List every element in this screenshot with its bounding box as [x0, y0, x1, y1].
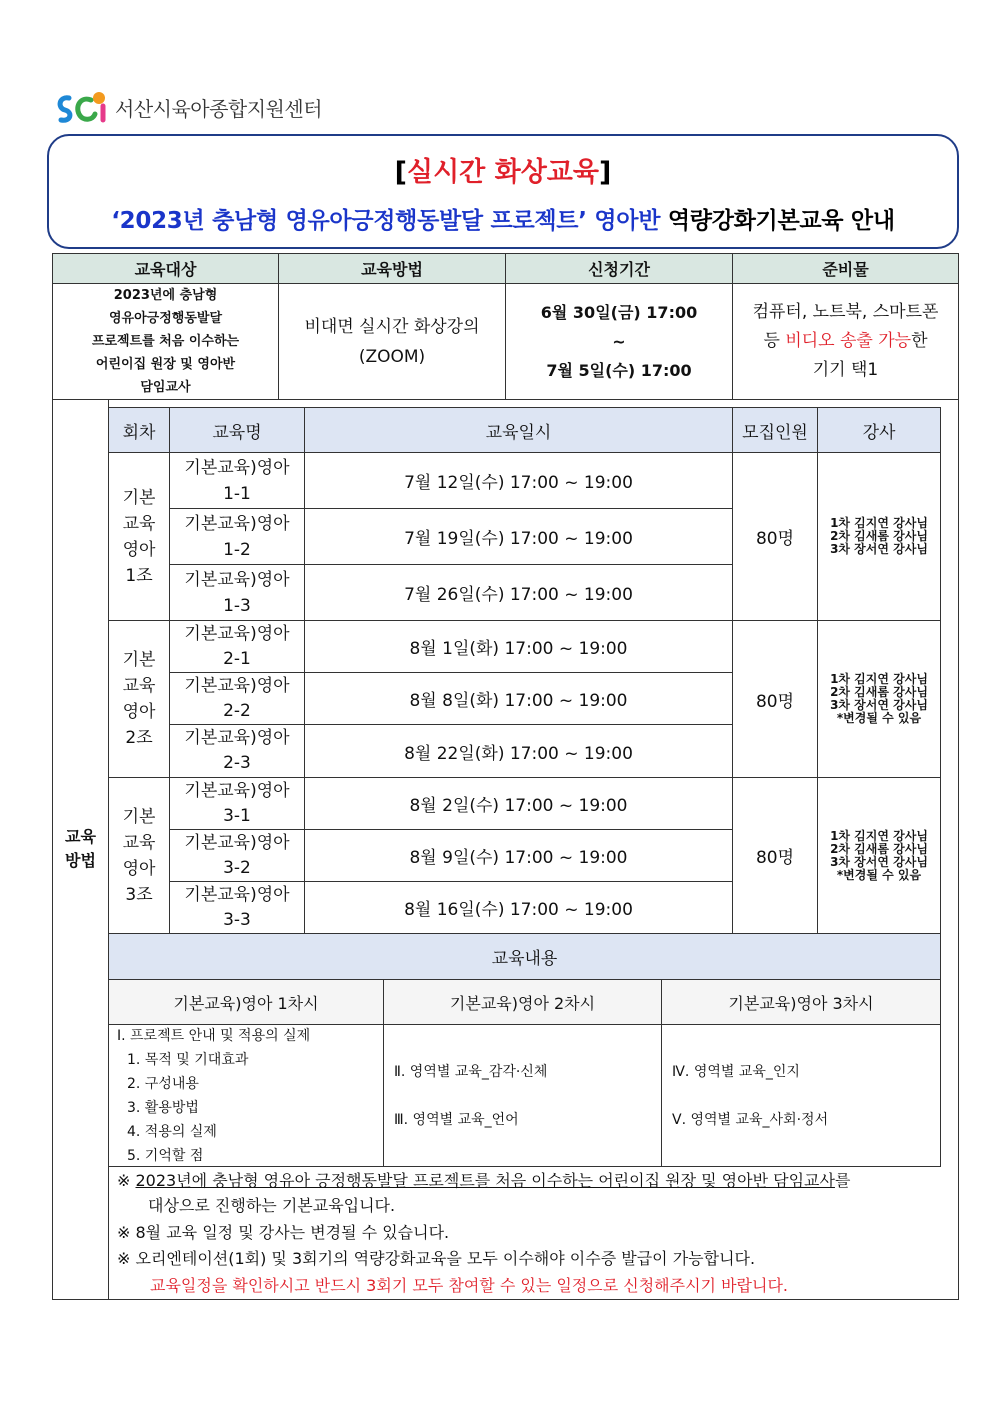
group-2-label: [108, 620, 170, 778]
note-1-tail: 를: [834, 1171, 851, 1190]
group-label-line: 기본: [122, 806, 156, 827]
session-name-line: 3-1: [223, 805, 251, 826]
instructor-line: 3차 장서연 강사님: [830, 542, 928, 556]
content-item: Ⅲ. 영역별 교육_언어: [394, 1111, 519, 1128]
group-1-label: [108, 452, 170, 621]
group-label-line: 영아: [122, 702, 156, 722]
session-name-line: 2-1: [223, 648, 251, 669]
instructor-line: 1차 김지연 강사님: [830, 828, 928, 843]
supplies-line: 기기 택1: [812, 360, 879, 380]
col-capacity: 모집인원: [732, 407, 818, 453]
title-line2: [49, 202, 957, 235]
group-1-instructors: [817, 452, 941, 621]
method-line: 비대면 실시간 화상강의: [304, 316, 480, 337]
group-2-instructors: [817, 620, 941, 778]
col-round: 회차: [108, 407, 170, 453]
group-label-line: 교육: [122, 513, 156, 534]
group-label-line: 3조: [125, 884, 153, 905]
content-item: Ⅱ. 영역별 교육_감각·신체: [394, 1063, 548, 1080]
session-3-2-name: [169, 829, 305, 882]
session-3-3-date: 8월 16일(수) 17:00 ~ 19:00: [304, 881, 733, 934]
group-label-line: 2조: [125, 728, 153, 748]
group-label-line: 1조: [125, 565, 153, 586]
group-label-line: 기본: [122, 650, 156, 670]
content-col-1: [108, 1024, 384, 1167]
session-1-2-name: [169, 508, 305, 565]
supplies-line: [763, 327, 927, 356]
note-3: ※ 오리엔테이션(1회) 및 3회기의 역량강화교육을 모두 이수해야 이수증 발급이 가능합니다.: [117, 1249, 756, 1268]
method-label-line: 교육: [65, 827, 96, 846]
instructor-line: 3차 장서연 강사님: [830, 698, 928, 712]
group-label-line: 영아: [122, 858, 156, 879]
session-name-line: 1-1: [223, 483, 251, 504]
session-name-line: 1-3: [223, 595, 251, 616]
supplies-post: 한: [911, 331, 928, 351]
group-label-line: 교육: [122, 832, 156, 853]
content-item: Ⅴ. 영역별 교육_사회·정서: [672, 1111, 829, 1128]
session-name-line: 기본교육)영아: [184, 457, 290, 478]
period-sep: ~: [612, 332, 626, 351]
supplies-line: 컴퓨터, 노트북, 스마트폰: [752, 302, 939, 322]
target-line: 어린이집 원장 및 영아반: [95, 357, 236, 372]
session-3-1-name: [169, 777, 305, 830]
target-line: 담임교사: [140, 380, 191, 395]
session-3-1-date: 8월 2일(수) 17:00 ~ 19:00: [304, 777, 733, 830]
bracket-open: [: [394, 157, 407, 188]
col-course: 교육명: [169, 407, 305, 453]
content-col-3: [661, 1024, 941, 1167]
session-name-line: 기본교육)영아: [184, 728, 290, 748]
session-name-line: 기본교육)영아: [184, 513, 290, 534]
note-2: ※ 8월 교육 일정 및 강사는 변경될 수 있습니다.: [117, 1223, 450, 1242]
content-header-2: 기본교육)영아 2차시: [383, 979, 662, 1025]
session-1-3-date: 7월 26일(수) 17:00 ~ 19:00: [304, 564, 733, 621]
session-1-1-name: [169, 452, 305, 509]
method-label: [52, 399, 109, 1300]
method-cell: [278, 283, 506, 400]
session-name-line: 기본교육)영아: [184, 569, 290, 590]
session-1-2-date: 7월 19일(수) 17:00 ~ 19:00: [304, 508, 733, 565]
instructor-line: 2차 김새롬 강사님: [830, 841, 928, 856]
note-1-cont: 대상으로 진행하는 기본교육입니다.: [148, 1196, 396, 1215]
title-line1: [49, 150, 957, 189]
center-logo: [55, 88, 322, 126]
note-4: 교육일정을 확인하시고 반드시 3회기 모두 참여할 수 있는 일정으로 신청해주시기 바랍니다.: [150, 1276, 788, 1295]
project-name: ‘2023년 충남형 영유아긍정행동발달 프로젝트’ 영아반: [111, 208, 661, 234]
group-3-capacity: 80명: [732, 777, 818, 934]
group-3-instructors: [817, 777, 941, 934]
session-2-3-name: [169, 724, 305, 778]
content-title: 교육내용: [108, 933, 941, 980]
content-item: 3. 활용방법: [127, 1099, 199, 1116]
note-1-underlined: 2023년에 충남형 영유아 긍정행동발달 프로젝트를 처음 이수하는 어린이집 원장 및 영아반 담임교사: [135, 1171, 835, 1190]
note-1: [117, 1168, 850, 1193]
session-1-3-name: [169, 564, 305, 621]
content-item: Ⅳ. 영역별 교육_인지: [672, 1063, 800, 1080]
instructor-line: 1차 김지연 강사님: [830, 672, 928, 686]
method-label-line: 방법: [65, 851, 96, 870]
session-name-line: 기본교육)영아: [184, 623, 290, 644]
logo-text: 서산시육아종합지원센터: [115, 96, 323, 121]
note-mark: ※: [117, 1171, 136, 1190]
header-period: 신청기간: [505, 253, 733, 284]
content-item: Ⅰ. 프로젝트 안내 및 적용의 실제: [117, 1027, 311, 1044]
supplies-cell: [732, 283, 959, 400]
sci-logo-icon: [55, 88, 111, 126]
method-line: (ZOOM): [358, 346, 426, 367]
instructor-line: 2차 김새롬 강사님: [830, 685, 928, 699]
session-2-3-date: 8월 22일(화) 17:00 ~ 19:00: [304, 724, 733, 778]
content-item: 1. 목적 및 기대효과: [127, 1051, 249, 1068]
session-2-2-name: [169, 672, 305, 725]
session-name-line: 3-2: [223, 857, 251, 878]
title-highlight: 실시간 화상교육: [407, 157, 599, 188]
target-line: 2023년에 충남형: [113, 288, 218, 303]
instructor-line: 2차 김새롬 강사님: [830, 529, 928, 543]
content-header-3: 기본교육)영아 3차시: [661, 979, 941, 1025]
col-datetime: 교육일시: [304, 407, 733, 453]
target-line: 프로젝트를 처음 이수하는: [91, 334, 240, 349]
header-supplies: 준비물: [732, 253, 959, 284]
content-header-1: 기본교육)영아 1차시: [108, 979, 384, 1025]
content-item: 2. 구성내용: [127, 1075, 199, 1092]
group-label-line: 교육: [122, 676, 156, 696]
session-1-1-date: 7월 12일(수) 17:00 ~ 19:00: [304, 452, 733, 509]
group-2-capacity: 80명: [732, 620, 818, 778]
instructor-note: *변경될 수 있음: [836, 867, 922, 882]
session-name-line: 2-3: [223, 753, 251, 773]
session-name-line: 기본교육)영아: [184, 780, 290, 801]
bracket-close: ]: [598, 157, 612, 188]
session-2-1-name: [169, 620, 305, 673]
group-label-line: 영아: [122, 539, 156, 560]
instructor-note: *변경될 수 있음: [836, 711, 922, 725]
session-name-line: 기본교육)영아: [184, 675, 290, 696]
supplies-pre: 등: [763, 331, 786, 351]
session-name-line: 2-2: [223, 700, 251, 721]
session-name-line: 기본교육)영아: [184, 884, 290, 905]
header-target: 교육대상: [52, 253, 279, 284]
group-3-label: [108, 777, 170, 934]
content-col-2: [383, 1024, 662, 1167]
period-cell: [505, 283, 733, 400]
session-3-3-name: [169, 881, 305, 934]
target-cell: [52, 283, 279, 400]
session-name-line: 기본교육)영아: [184, 832, 290, 853]
session-3-2-date: 8월 9일(수) 17:00 ~ 19:00: [304, 829, 733, 882]
session-name-line: 1-2: [223, 539, 251, 560]
content-item: 5. 기억할 점: [127, 1147, 204, 1164]
title-box: [47, 134, 959, 249]
group-label-line: 기본: [122, 487, 156, 508]
session-2-1-date: 8월 1일(화) 17:00 ~ 19:00: [304, 620, 733, 673]
title-suffix: 역량강화기본교육 안내: [667, 208, 895, 234]
supplies-highlight: 비디오 송출 가능: [785, 331, 912, 351]
header-method: 교육방법: [278, 253, 506, 284]
period-end: 7월 5일(수) 17:00: [546, 361, 692, 380]
target-line: 영유아긍정행동발달: [108, 311, 223, 326]
period-start: 6월 30일(금) 17:00: [540, 303, 698, 322]
instructor-line: 3차 장서연 강사님: [830, 854, 928, 869]
session-name-line: 3-3: [223, 909, 251, 930]
col-instructor: 강사: [817, 407, 941, 453]
content-item: 4. 적용의 실제: [127, 1123, 217, 1140]
group-1-capacity: 80명: [732, 452, 818, 621]
session-2-2-date: 8월 8일(화) 17:00 ~ 19:00: [304, 672, 733, 725]
instructor-line: 1차 김지연 강사님: [830, 516, 928, 530]
